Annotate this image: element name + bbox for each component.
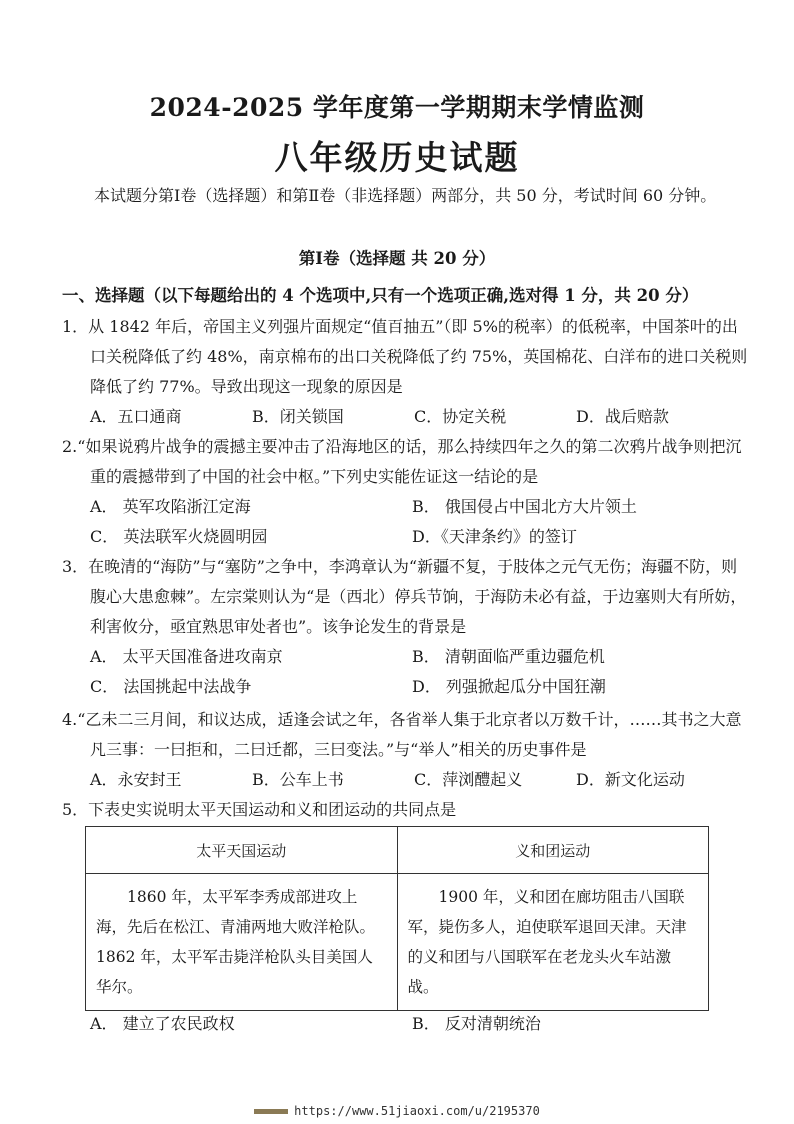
table-cell: 1860 年，太平军李秀成部进攻上海，先后在松江、青浦两地大败洋枪队。1862 年，太平军击毙洋枪队头目美国人华尔。 [86, 874, 398, 1011]
question-options [90, 1009, 750, 1039]
option-b: B． 反对清朝统治 [412, 1014, 541, 1033]
option-d: D．《天津条约》的签订 [412, 527, 577, 546]
history-comparison-table [85, 826, 709, 1011]
question-5 [62, 795, 752, 825]
option-d: D． 列强掀起瓜分中国狂潮 [412, 677, 606, 696]
question-1 [62, 312, 752, 432]
option-a: A．五口通商 [90, 407, 182, 426]
table-row [86, 874, 709, 1011]
footer-link[interactable]: https://www.51jiaoxi.com/u/2195370 [294, 1104, 540, 1118]
option-d: D．新文化运动 [576, 770, 685, 789]
option-b: B． 清朝面临严重边疆危机 [412, 647, 605, 666]
option-b: B． 俄国侵占中国北方大片领土 [412, 497, 637, 516]
question-2 [62, 432, 752, 552]
question-options [62, 402, 752, 432]
question-stem: 3．在晚清的“海防”与“塞防”之争中，李鸿章认为“新疆不复，于肢体之元气无伤；海疆不防，则腹心大患愈棘”。左宗棠则认为“是（西北）停兵节饷，于海防未必有益，于边塞则大有所妨，利害攸分，亟宜熟思审处者也”。该争论发生的背景是 [62, 557, 747, 636]
question-options [62, 672, 752, 702]
part-title: 一、选择题（以下每题给出的 4 个选项中,只有一个选项正确,选对得 1 分，共 20 分） [62, 286, 699, 305]
question-3 [62, 552, 752, 702]
option-c: C． 英法联军火烧圆明园 [90, 527, 268, 546]
option-b: B．公车上书 [252, 770, 344, 789]
option-b: B．闭关锁国 [252, 407, 344, 426]
section-title: 第Ⅰ卷（选择题 共 20 分） [298, 249, 496, 268]
question-stem: 1．从 1842 年后，帝国主义列强片面规定“值百抽五”（即 5%的税率）的低税率，中国茶叶的出口关税降低了约 48%，南京棉布的出口关税降低了约 75%，英国棉花、白洋布的进口关税则降低了约 77%。导致出现这一现象的原因是 [62, 317, 748, 396]
question-options [62, 642, 752, 672]
table-cell: 1900 年，义和团在廊坊阻击八国联军，毙伤多人，迫使联军退回天津。天津的义和团与八国联军在老龙头火车站激战。 [397, 874, 709, 1011]
question-stem: 4.“乙未二三月间，和议达成，适逢会试之年，各省举人集于北京者以万数千计，……其书之大意凡三事：一曰拒和，二曰迁都，三曰变法。”与“举人”相关的历史事件是 [62, 710, 742, 759]
exam-subtitle: 八年级历史试题 [274, 138, 520, 177]
table-header-row [86, 827, 709, 874]
option-c: C．萍浏醴起义 [414, 770, 523, 789]
option-a: A． 英军攻陷浙江定海 [90, 497, 251, 516]
option-a: A． 建立了农民政权 [90, 1014, 235, 1033]
question-stem: 2.“如果说鸦片战争的震撼主要冲击了沿海地区的话，那么持续四年之久的第二次鸦片战争则把沉重的震撼带到了中国的社会中枢。”下列史实能佐证这一结论的是 [62, 437, 742, 486]
table-header: 义和团运动 [397, 827, 709, 874]
table-header: 太平天国运动 [86, 827, 398, 874]
watermark-logo [254, 1109, 288, 1114]
option-c: C．协定关税 [414, 407, 507, 426]
option-a: A． 太平天国准备进攻南京 [90, 647, 283, 666]
question-options [62, 492, 752, 522]
option-c: C． 法国挑起中法战争 [90, 677, 252, 696]
exam-instructions: 本试题分第Ⅰ卷（选择题）和第Ⅱ卷（非选择题）两部分，共 50 分，考试时间 60 分钟。 [94, 186, 717, 205]
question-4 [62, 705, 752, 795]
question-options [62, 522, 752, 552]
exam-title: 2024-2025 学年度第一学期期末学情监测 [149, 93, 645, 122]
option-d: D．战后赔款 [576, 407, 669, 426]
page-footer [0, 1104, 794, 1118]
question-stem: 5．下表史实说明太平天国运动和义和团运动的共同点是 [62, 800, 457, 819]
option-a: A．永安封王 [90, 770, 182, 789]
question-options [62, 765, 752, 795]
